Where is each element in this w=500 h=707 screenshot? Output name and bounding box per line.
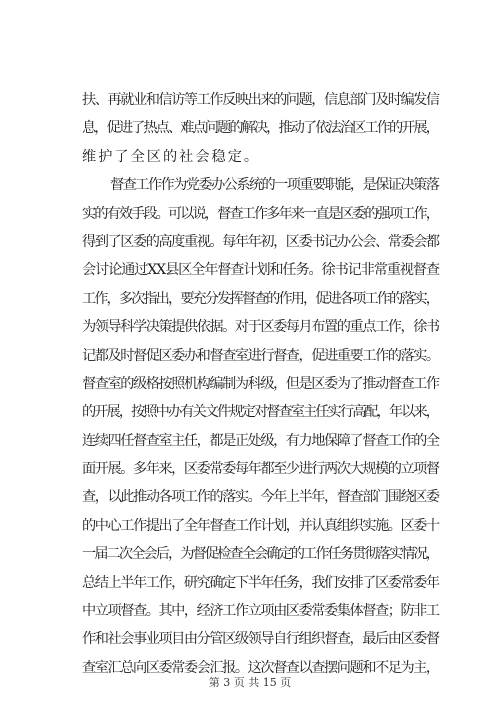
text-line: 的开展，按照中办有关文件规定对督查室主任实行高配，年以来， xyxy=(82,404,439,421)
text-line: 得到了区委的高度重视。每年年初，区委书记办公会、常委会都 xyxy=(82,233,439,250)
page-footer: 第 3 页 共 15 页 xyxy=(208,676,292,689)
text-line: 查，以此推动各项工作的落实。今年上半年，督查部门围绕区委 xyxy=(82,489,439,506)
text-line: 总结上半年工作，研究确定下半年任务，我们安排了区委常委年 xyxy=(82,574,439,591)
text-line: 工作，多次指出，要充分发挥督查的作用，促进各项工作的落实， xyxy=(82,290,439,307)
text-line: 中立项督查。其中，经济工作立项由区委常委集体督查；防非工 xyxy=(82,603,439,620)
text-line: 维护了全区的社会稳定。 xyxy=(82,148,261,165)
text-line: 息，促进了热点、难点问题的解决，推动了依法治区工作的开展， xyxy=(82,120,439,137)
text-line: 一届二次全会后，为督促检查全会确定的工作任务贯彻落实情况， xyxy=(82,546,439,563)
text-line: 连续四任督查室主任，都是正处级，有力地保障了督查工作的全 xyxy=(82,432,439,449)
text-line: 会讨论通过XX县区全年督查计划和任务。徐书记非常重视督查 xyxy=(82,262,439,279)
body-text xyxy=(82,86,440,682)
text-line: 扶、再就业和信访等工作反映出来的问题，信息部门及时编发信 xyxy=(82,92,439,108)
paragraph-start-line: 督查工作作为党委办公系统的一项重要职能，是保证决策落 xyxy=(110,177,439,194)
text-line: 为领导科学决策提供依据。对于区委每月布置的重点工作，徐书 xyxy=(82,319,439,336)
text-line: 查室汇总向区委常委会汇报。这次督查以查摆问题和不足为主， xyxy=(82,659,439,676)
text-line: 作和社会事业项目由分管区级领导自行组织督查，最后由区委督 xyxy=(82,631,439,648)
text-line: 记都及时督促区委办和督查室进行督查，促进重要工作的落实。 xyxy=(82,347,439,364)
text-line: 面开展。多年来，区委常委每年都至少进行两次大规模的立项督 xyxy=(82,461,439,478)
text-line: 的中心工作提出了全年督查工作计划，并认真组织实施。区委十 xyxy=(82,517,439,534)
text-line: 督查室的级格按照机构编制为科级，但是区委为了推动督查工作 xyxy=(82,375,439,392)
text-line: 实的有效手段。可以说，督查工作多年来一直是区委的强项工作， xyxy=(82,205,439,222)
